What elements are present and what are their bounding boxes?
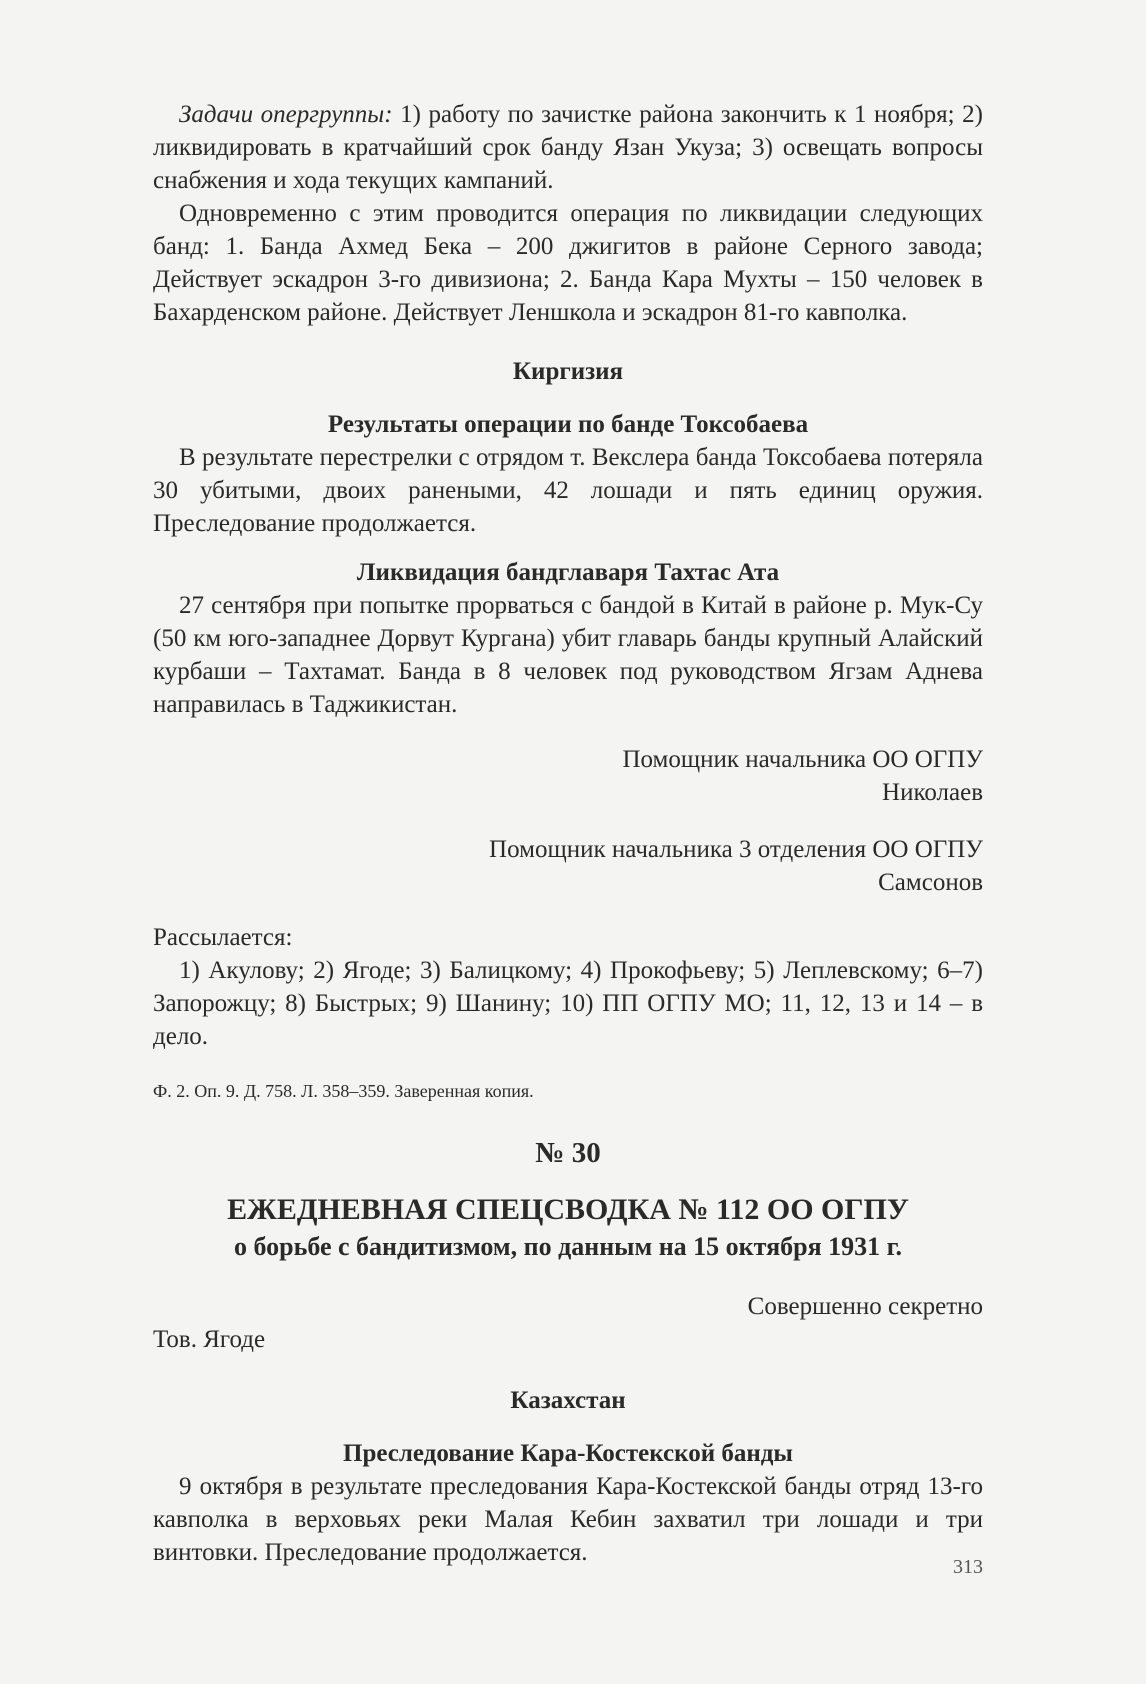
distribution-label: Рассылается: xyxy=(153,924,293,951)
section-title-takhtas: Ликвидация бандглаваря Тахтас Ата xyxy=(356,559,780,586)
page-content xyxy=(153,98,983,1569)
document-title: ЕЖЕДНЕВНАЯ СПЕЦСВОДКА № 112 ОО ОГПУ xyxy=(227,1193,909,1226)
classification-stamp: Совершенно секретно xyxy=(747,1293,983,1320)
document-subtitle: о борьбе с бандитизмом, по данным на 15 октября 1931 г. xyxy=(233,1232,903,1261)
signature-name: Николаев xyxy=(882,779,983,806)
section-title-toksobaev: Результаты операции по банде Токсобаева xyxy=(327,411,809,438)
paragraph-tasks xyxy=(153,98,983,197)
distribution-text: 1) Акулову; 2) Ягоде; 3) Балицкому; 4) Прокофьеву; 5) Леплевскому; 6–7) Запорожцу; 8) Быстрых; 9) Шанину; 10) ПП ОГПУ МО; 11, 12, 13 и 14 – в дело. xyxy=(153,957,983,1050)
section-text-takhtas: 27 сентября при попытке прорваться с бандой в Китай в районе р. Мук-Су (50 км юго-западнее Дорвут Кургана) убит главарь банды крупный Алайский курбаши – Тахтамат. Банда в 8 человек под руководством Ягзам Аднева направилась в Таджикистан. xyxy=(153,592,983,718)
signature-block-2 xyxy=(153,833,983,899)
signature-block-1 xyxy=(153,743,983,809)
section-title-kara-kostek: Преследование Кара-Костекской банды xyxy=(343,1440,793,1467)
section-text-kara-kostek: 9 октября в результате преследования Кара-Костекской банды отряд 13-го кавполка в верховьях реки Малая Кебин захватил три лошади и три винтовки. Преследование продолжается. xyxy=(153,1473,983,1566)
tasks-text: 1) работу по зачистке района закончить к 1 ноября; 2) ликвидировать в кратчайший срок банду Язан Укуза; 3) освещать вопросы снабжения и хода текущих кампаний. xyxy=(153,101,984,194)
section-text-toksobaev: В результате перестрелки с отрядом т. Векслера банда Токсобаева потеряла 30 убитыми, двоих ранеными, 42 лошади и пять единиц оружия. Преследование продолжается. xyxy=(153,444,983,537)
region-heading-kazakhstan: Казахстан xyxy=(510,1387,626,1414)
signature-position: Помощник начальника 3 отделения ОО ОГПУ xyxy=(489,836,983,863)
paragraph-operations: Одновременно с этим проводится операция по ликвидации следующих банд: 1. Банда Ахмед Бека – 200 джигитов в районе Серного завода; Действует эскадрон 3-го дивизиона; 2. Банда Кара Мухты – 150 человек в Бахарденском районе. Действует Леншкола и эскадрон 81-го кавполка. xyxy=(153,200,983,326)
addressee: Тов. Ягоде xyxy=(153,1326,266,1353)
document-number: № 30 xyxy=(535,1137,601,1169)
page-number: 313 xyxy=(953,1556,983,1578)
signature-name: Самсонов xyxy=(878,869,983,896)
archive-source: Ф. 2. Оп. 9. Д. 758. Л. 358–359. Заверенная копия. xyxy=(153,1081,534,1101)
tasks-label: Задачи опергруппы: xyxy=(179,101,393,128)
signature-position: Помощник начальника ОО ОГПУ xyxy=(622,746,983,773)
region-heading-kirgizia: Киргизия xyxy=(512,358,624,385)
